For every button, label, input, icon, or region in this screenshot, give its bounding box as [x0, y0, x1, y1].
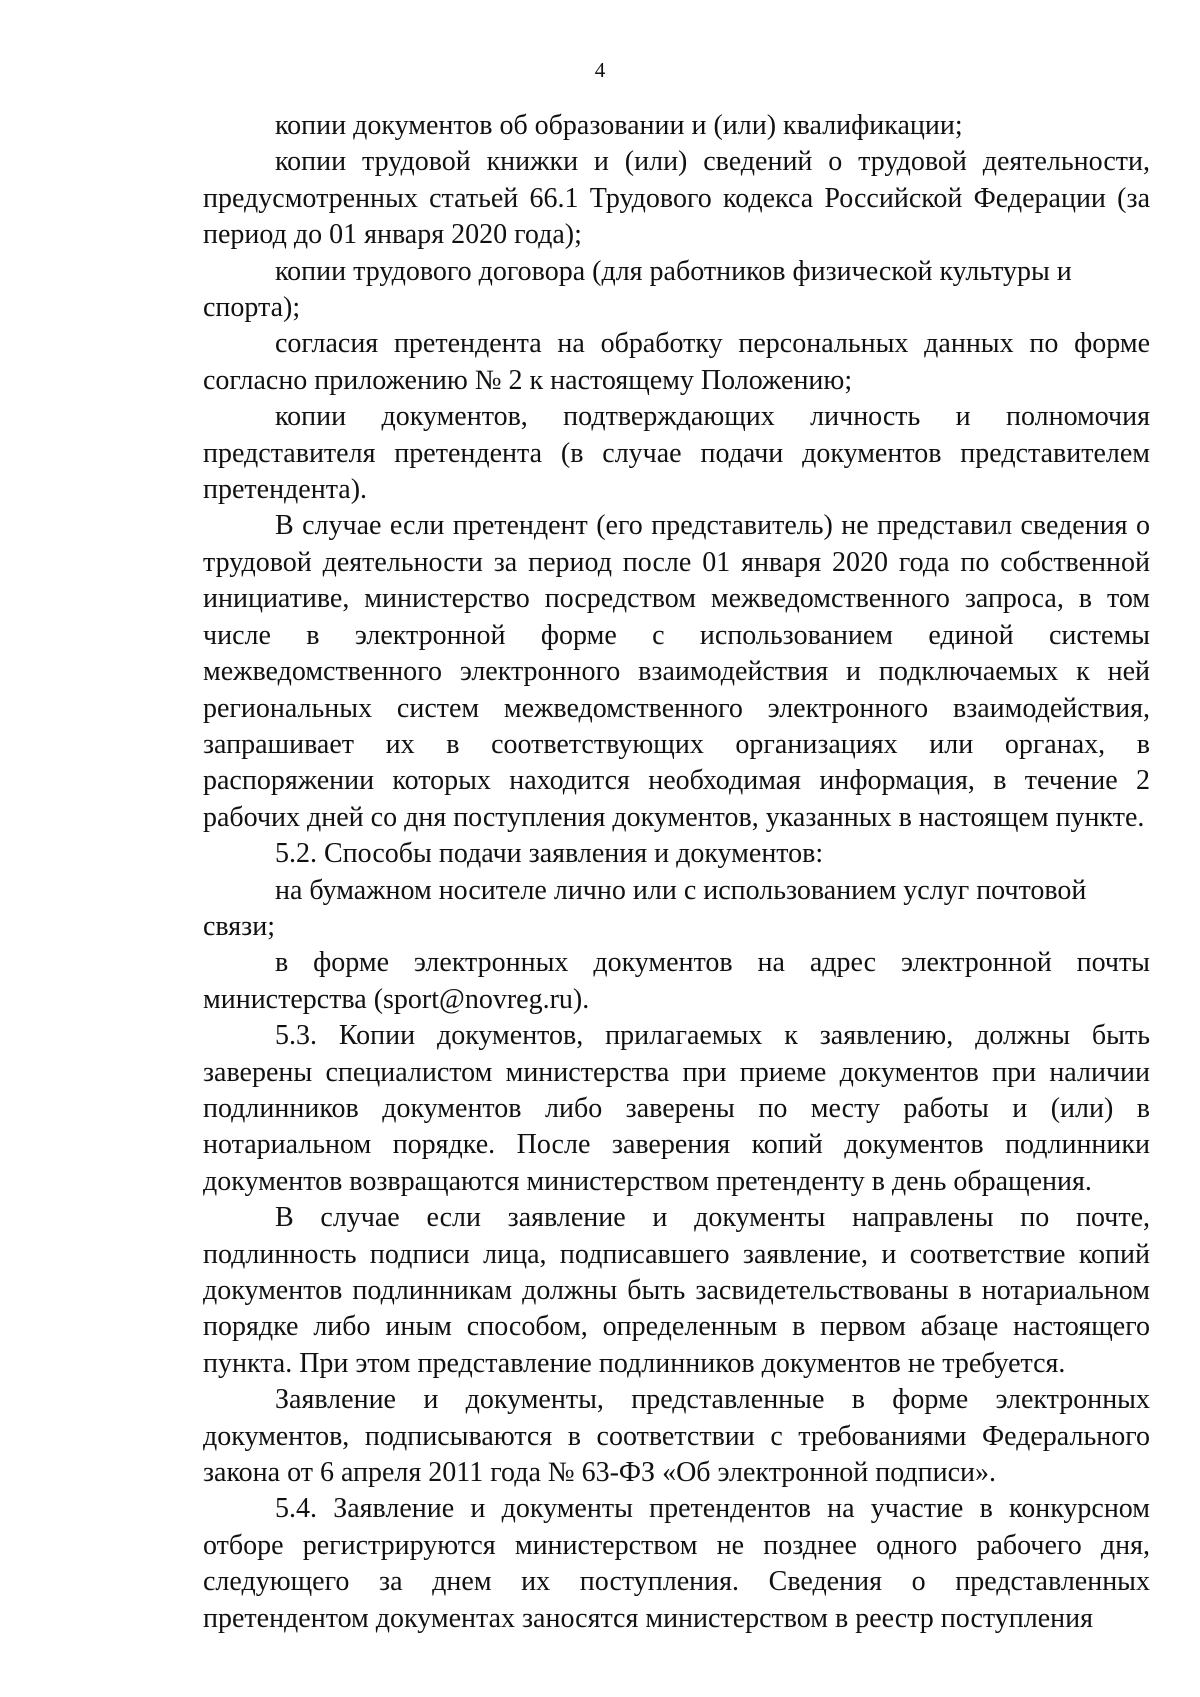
paragraph-electronic-submission: в форме электронных документов на адрес электронной почты министерства (sport@novreg.ru).: [203, 947, 1150, 1015]
paragraph-interagency-request: В случае если претендент (его представитель) не представил сведения о трудовой деятельности за период после 01 января 2020 года по собственной инициативе, министерство посредством межведомственного запроса, в том числе в электронной форме с использованием единой системы межведомственного электронного взаимодействия и подключаемых к ней региональных систем межведомственного электронного взаимодействия, запрашивает их в соответствующих организациях или органах, в распоряжении которых находится необходимая информация, в течение 2 рабочих дней со дня поступления документов, указанных в настоящем пункте.: [203, 510, 1150, 833]
paragraph-electronic-signature: Заявление и документы, представленные в форме электронных документов, подписываются в соответствии с требованиями Федерального закона от 6 апреля 2011 года № 63-ФЗ «Об электронной подписи».: [203, 1384, 1150, 1489]
paragraph-section-5-2-heading: 5.2. Способы подачи заявления и документов:: [275, 838, 824, 870]
paragraph-paper-submission: на бумажном носителе лично или с использованием услуг почтовой связи;: [203, 874, 1087, 942]
paragraph-personal-data-consent: согласия претендента на обработку персональных данных по форме согласно приложению № 2 к настоящему Положению;: [203, 328, 1150, 396]
paragraph-section-5-4: 5.4. Заявление и документы претендентов на участие в конкурсном отборе регистрируются министерством не позднее одного рабочего дня, следующего за днем их поступления. Сведения о представленных претендентом документах заносятся министерством в реестр поступления: [203, 1493, 1150, 1634]
paragraph-representative-documents: копии документов, подтверждающих личность и полномочия представителя претендента (в случае подачи документов представителем претендента).: [203, 401, 1150, 506]
paragraph-section-5-3: 5.3. Копии документов, прилагаемых к заявлению, должны быть заверены специалистом министерства при приеме документов при наличии подлинников документов либо заверены по месту работы и (или) в нотариальном порядке. После заверения копий документов подлинники документов возвращаются министерством претенденту в день обращения.: [203, 1020, 1150, 1197]
paragraph-postal-submission: В случае если заявление и документы направлены по почте, подлинность подписи лица, подписавшего заявление, и соответствие копий документов подлинникам должны быть засвидетельствованы в нотариальном порядке либо иным способом, определенным в первом абзаце настоящего пункта. При этом представление подлинников документов не требуется.: [203, 1202, 1150, 1379]
document-body: [203, 108, 1150, 1637]
paragraph-labor-book-copies: копии трудовой книжки и (или) сведений о трудовой деятельности, предусмотренных статьей 66.1 Трудового кодекса Российской Федерации (за период до 01 января 2020 года);: [203, 146, 1150, 251]
paragraph-labor-contract-copies: копии трудового договора (для работников физической культуры и спорта);: [203, 255, 1072, 324]
paragraph-education-copies: копии документов об образовании и (или) квалификации;: [275, 110, 963, 141]
page-number: 4: [594, 58, 606, 82]
